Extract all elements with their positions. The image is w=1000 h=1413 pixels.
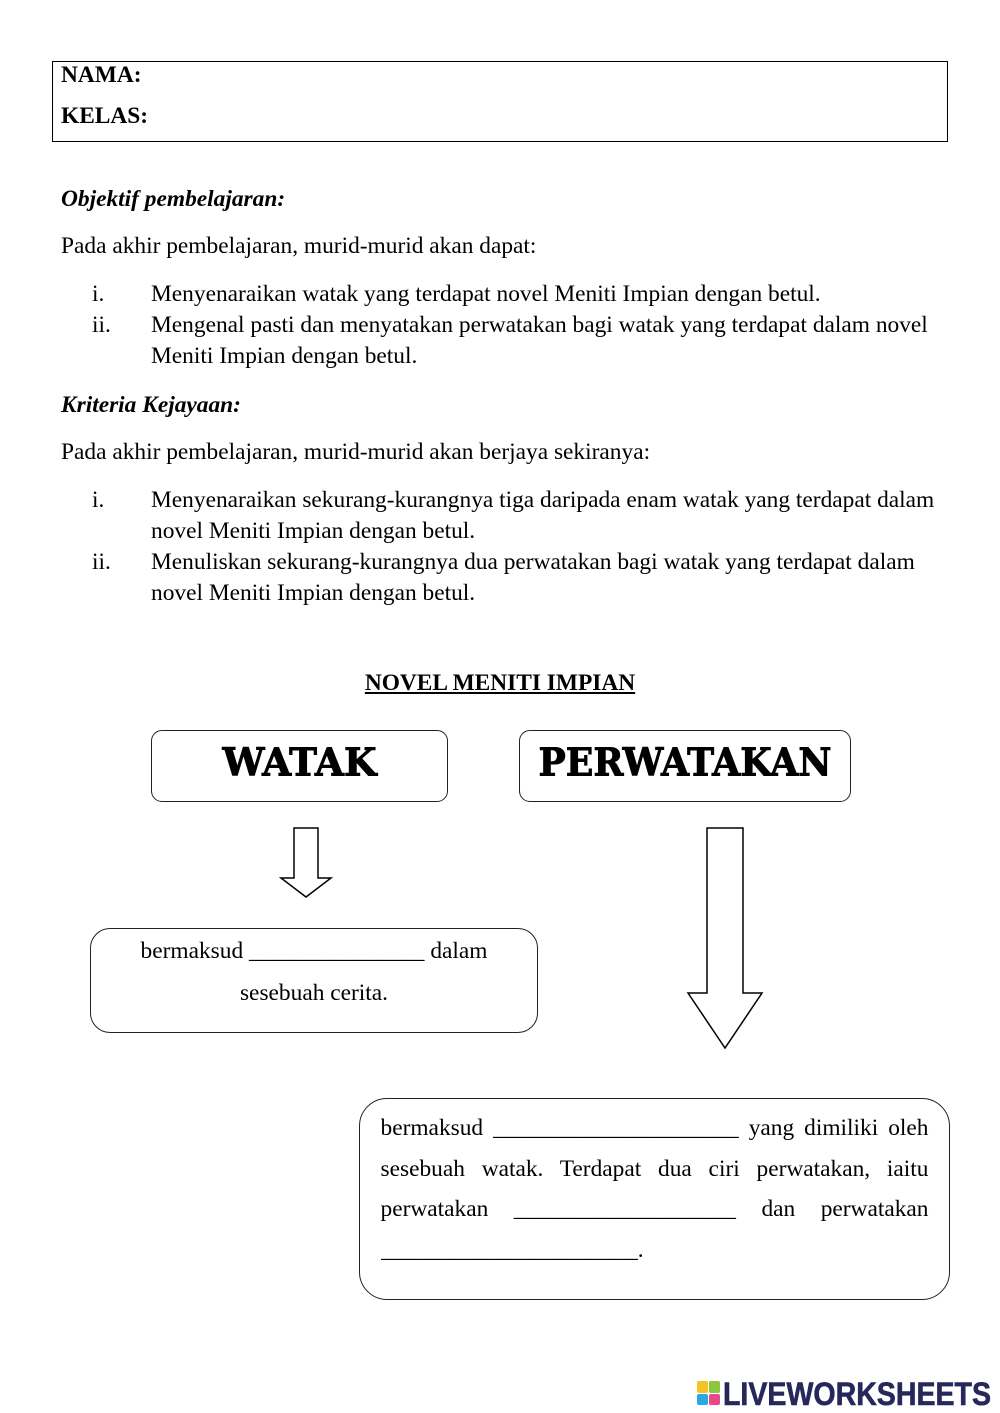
list-marker: i. — [92, 487, 105, 513]
perwatakan-heading: PERWATAKAN — [538, 739, 832, 785]
criteria-item — [92, 485, 934, 547]
definition-line — [91, 972, 537, 1014]
logo-cell — [697, 1381, 708, 1393]
criteria-item — [92, 547, 934, 609]
definition-text: yang dimiliki oleh — [748, 1115, 929, 1141]
objective-item — [92, 279, 928, 310]
definition-text: sesebuah watak. Terdapat dua ciri perwatakan, iaitu — [380, 1155, 929, 1182]
class-label: KELAS: — [61, 103, 149, 129]
criteria-text: Menyenaraikan sekurang-kurangnya tiga daripada enam watak yang terdapat dalam — [151, 487, 935, 513]
answer-blank[interactable]: _______________ — [249, 938, 425, 964]
logo-text: LIVEWORKSHEETS — [723, 1376, 991, 1412]
definition-line — [381, 1189, 929, 1230]
definition-line — [381, 1108, 929, 1149]
list-marker: ii. — [92, 312, 111, 338]
watak-heading-graphic — [152, 731, 446, 800]
down-arrow-icon — [688, 828, 762, 1048]
down-arrow-icon — [281, 828, 331, 897]
logo-cell — [697, 1394, 708, 1406]
name-label: NAMA: — [61, 62, 142, 88]
definition-line — [381, 1149, 929, 1190]
definition-text: dan perwatakan — [761, 1196, 929, 1222]
objectives-intro: Pada akhir pembelajaran, murid-murid akan dapat: — [61, 233, 537, 259]
definition-text: bermaksud — [380, 1115, 484, 1141]
criteria-intro: Pada akhir pembelajaran, murid-murid akan berjaya sekiranya: — [61, 439, 651, 465]
list-marker: i. — [92, 281, 105, 307]
criteria-text: Menuliskan sekurang-kurangnya dua perwatakan bagi watak yang terdapat dalam — [151, 549, 915, 575]
watak-heading-box — [151, 730, 448, 802]
logo-cell — [709, 1394, 720, 1406]
diagram-title: NOVEL MENITI IMPIAN — [364, 670, 636, 696]
objectives-heading: Objektif pembelajaran: — [61, 186, 286, 212]
objective-text: Menyenaraikan watak yang terdapat novel Meniti Impian dengan betul. — [151, 281, 821, 307]
criteria-list — [92, 485, 934, 609]
perwatakan-definition-box — [359, 1098, 950, 1300]
liveworksheets-logo — [722, 1376, 994, 1410]
answer-blank[interactable]: _____________________ — [493, 1115, 739, 1141]
definition-text: . — [637, 1236, 644, 1263]
definition-text: dalam — [430, 938, 488, 964]
logo-cell — [709, 1381, 720, 1393]
criteria-text: novel Meniti Impian dengan betul. — [151, 518, 476, 544]
definition-text: sesebuah cerita. — [239, 980, 389, 1006]
definition-text: perwatakan — [380, 1196, 489, 1222]
definition-text: bermaksud — [140, 938, 244, 964]
objectives-list — [92, 279, 928, 372]
answer-blank[interactable]: ___________________ — [513, 1196, 736, 1222]
criteria-text: novel Meniti Impian dengan betul. — [151, 580, 476, 606]
student-info-box — [52, 61, 948, 142]
answer-blank[interactable]: ______________________ — [380, 1236, 638, 1263]
definition-line — [381, 1230, 929, 1271]
definition-line — [91, 930, 537, 972]
objective-item — [92, 310, 928, 372]
perwatakan-heading-box — [519, 730, 851, 802]
watak-definition-box — [90, 928, 538, 1033]
watak-heading: WATAK — [221, 739, 379, 785]
criteria-heading: Kriteria Kejayaan: — [61, 392, 241, 418]
perwatakan-heading-graphic — [520, 731, 849, 800]
objective-text: Meniti Impian dengan betul. — [151, 343, 418, 369]
liveworksheets-logo-icon — [697, 1381, 720, 1405]
list-marker: ii. — [92, 549, 111, 575]
objective-text: Mengenal pasti dan menyatakan perwatakan bagi watak yang terdapat dalam novel — [151, 312, 928, 338]
